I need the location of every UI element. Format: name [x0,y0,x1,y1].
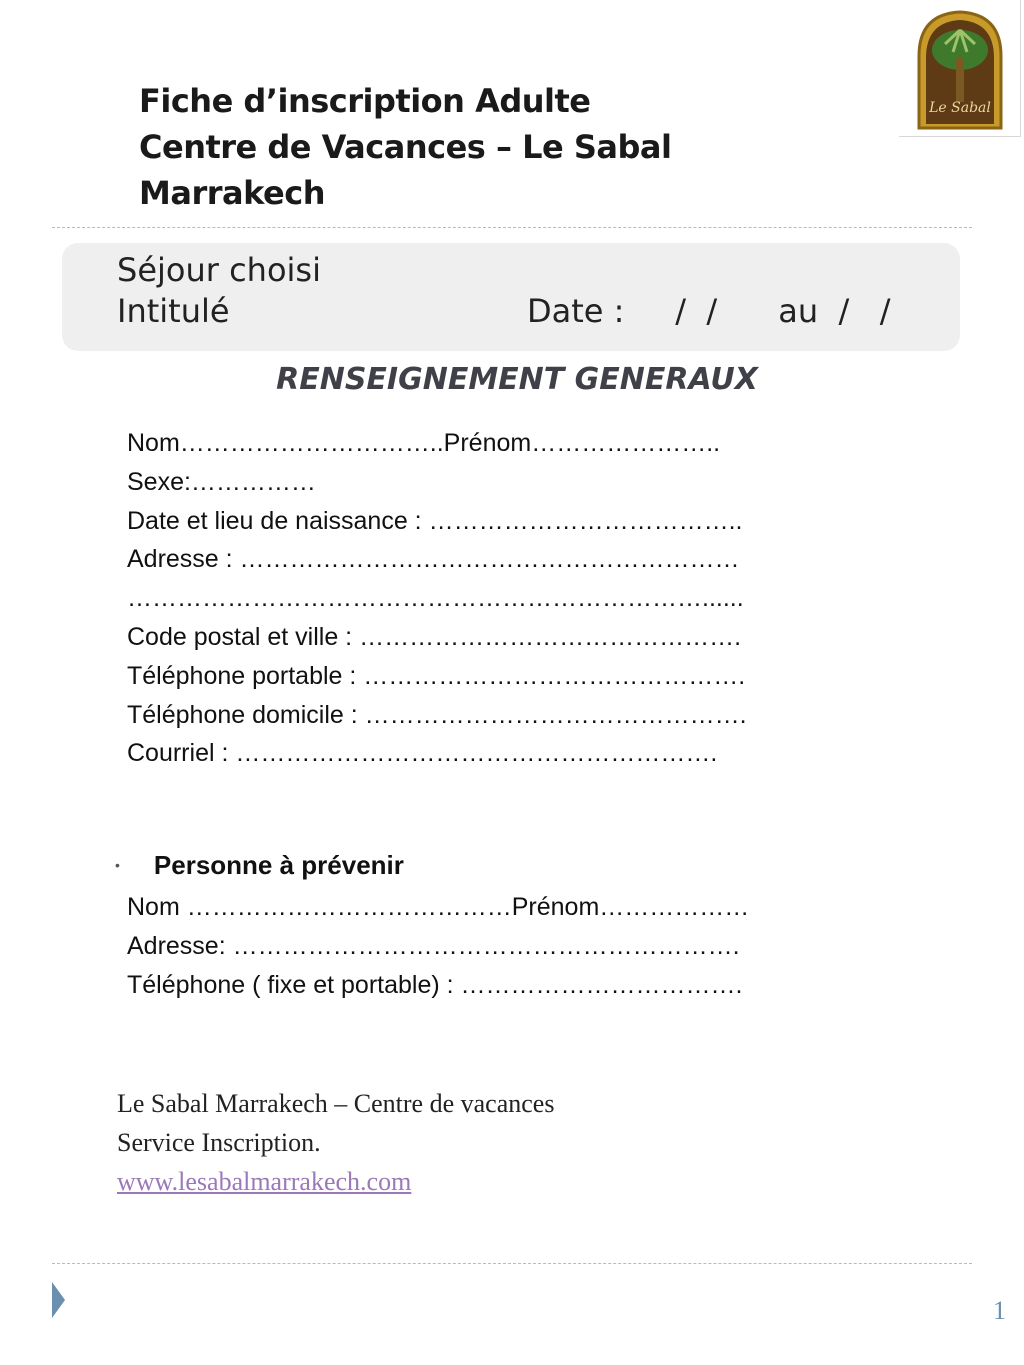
field-courriel[interactable]: Courriel : …………………………………………………. [127,739,718,768]
sejour-label: Séjour choisi [117,251,321,289]
general-info-fields [127,424,747,773]
triangle-right-icon [52,1282,65,1318]
field-adresse[interactable]: Adresse : …………………………………………………… [127,545,740,574]
field-telephone-domicile[interactable]: Téléphone domicile : ………………………………………. [127,700,747,729]
field-telephone-portable[interactable]: Téléphone portable : ………………………………………. [127,661,746,690]
field-nom-prenom[interactable]: Nom…………………………..Prénom………………….. [127,429,721,457]
section-title: RENSEIGNEMENT GENERAUX [276,362,758,397]
header-divider [52,227,972,228]
footer-line-2: Service Inscription. [117,1127,321,1157]
logo-text: Le Sabal [929,100,991,116]
contact-heading [115,850,404,881]
field-date-lieu-naissance[interactable]: Date et lieu de naissance : ……………………………….. [127,506,743,535]
footer [117,1085,554,1201]
contact-heading-text: Personne à prévenir [153,850,404,880]
field-adresse-suite[interactable]: ……………………………………………………………...... [127,584,744,613]
website-link[interactable]: www.lesabalmarrakech.com [117,1166,412,1196]
footer-divider [52,1263,972,1264]
footer-line-1: Le Sabal Marrakech – Centre de vacances [117,1089,555,1118]
field-code-postal-ville[interactable]: Code postal et ville : ………………………………………. [127,622,742,651]
bullet-icon: • [115,857,120,873]
sejour-box [62,243,960,351]
form-title [139,78,671,216]
field-contact-nom-prenom[interactable]: Nom …………………………………Prénom……………… [127,893,750,921]
field-contact-telephone[interactable]: Téléphone ( fixe et portable) : ……………………………. [127,970,743,999]
page-number: 1 [993,1296,1006,1325]
sabal-logo-icon [913,8,1007,130]
logo [899,0,1021,137]
contact-fields [127,888,749,1004]
field-contact-adresse[interactable]: Adresse: ……………………………………………………. [127,931,740,960]
intitule-label: Intitulé [117,292,230,330]
date-range-field[interactable]: Date : / / au / / [527,292,891,330]
title-line-1: Fiche d’inscription Adulte [139,82,591,120]
field-sexe[interactable]: Sexe:…………… [127,467,316,496]
title-line-2: Centre de Vacances – Le Sabal [139,128,672,166]
title-line-3: Marrakech [139,174,325,212]
